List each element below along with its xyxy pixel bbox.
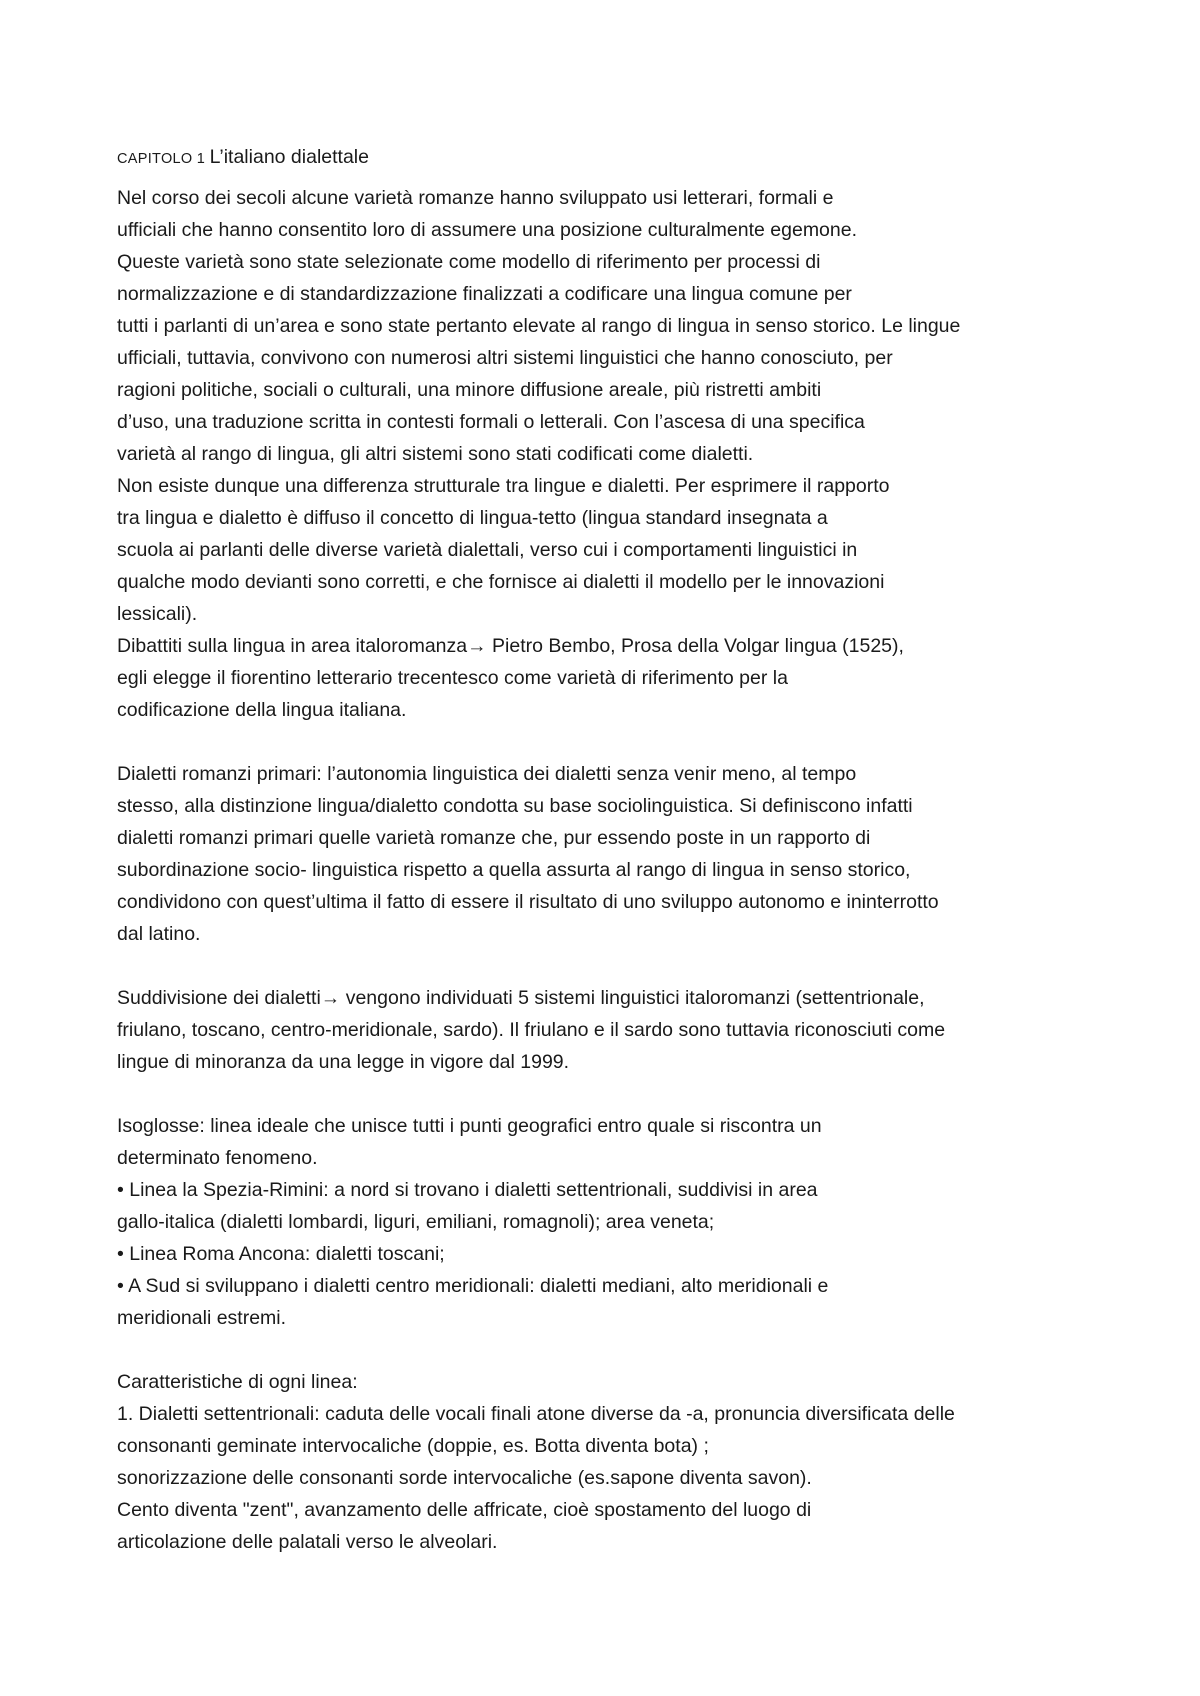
text-line: • Linea la Spezia-Rimini: a nord si trovano i dialetti settentrionali, suddivisi in area	[117, 1179, 818, 1201]
text-line: Non esiste dunque una differenza strutturale tra lingue e dialetti. Per esprimere il rapporto	[117, 475, 890, 497]
chapter-title: L’italiano dialettale	[209, 146, 369, 168]
text-line: tutti i parlanti di un’area e sono state pertanto elevate al rango di lingua in senso storico. Le lingue	[117, 315, 961, 337]
text-line: lingue di minoranza da una legge in vigore dal 1999.	[117, 1051, 570, 1073]
text-line: qualche modo devianti sono corretti, e che fornisce ai dialetti il modello per le innovazioni	[117, 571, 885, 593]
text-line: Cento diventa "zent", avanzamento delle affricate, cioè spostamento del luogo di	[117, 1499, 812, 1521]
text-line: Caratteristiche di ogni linea:	[117, 1371, 358, 1393]
text-line: dialetti romanzi primari quelle varietà romanze che, pur essendo poste in un rapporto di	[117, 827, 871, 849]
text-line: friulano, toscano, centro-meridionale, sardo). Il friulano e il sardo sono tuttavia riconosciuti come	[117, 1019, 946, 1041]
text-line: gallo-italica (dialetti lombardi, liguri, emiliani, romagnoli); area veneta;	[117, 1211, 715, 1233]
text-line: codificazione della lingua italiana.	[117, 699, 407, 721]
text-line: Queste varietà sono state selezionate come modello di riferimento per processi di	[117, 251, 821, 273]
text-line: lessicali).	[117, 603, 198, 625]
text-line: scuola ai parlanti delle diverse varietà dialettali, verso cui i comportamenti linguistici in	[117, 539, 858, 561]
text-line: consonanti geminate intervocaliche (doppie, es. Botta diventa bota) ;	[117, 1435, 709, 1457]
text-line: tra lingua e dialetto è diffuso il concetto di lingua-tetto (lingua standard insegnata a	[117, 507, 828, 529]
text-line: ufficiali che hanno consentito loro di assumere una posizione culturalmente egemone.	[117, 219, 858, 241]
text-line: 1. Dialetti settentrionali: caduta delle vocali finali atone diverse da -a, pronuncia diversificata delle	[117, 1403, 955, 1425]
text-line: condividono con quest’ultima il fatto di essere il risultato di uno sviluppo autonomo e ininterrotto	[117, 891, 939, 913]
text-line: • Linea Roma Ancona: dialetti toscani;	[117, 1243, 445, 1265]
chapter-number: CAPITOLO 1	[117, 151, 206, 167]
text-line: stesso, alla distinzione lingua/dialetto condotta su base sociolinguistica. Si definiscono infatti	[117, 795, 913, 817]
text-line: normalizzazione e di standardizzazione finalizzati a codificare una lingua comune per	[117, 283, 852, 305]
paragraph-gap	[117, 726, 1127, 758]
text-line: articolazione delle palatali verso le alveolari.	[117, 1531, 498, 1553]
text-line: • A Sud si sviluppano i dialetti centro meridionali: dialetti mediani, alto meridionali e	[117, 1275, 829, 1297]
text-line: ufficiali, tuttavia, convivono con numerosi altri sistemi linguistici che hanno conosciuto, per	[117, 347, 893, 369]
document-body	[117, 140, 1127, 1558]
text-line: Isoglosse: linea ideale che unisce tutti i punti geografici entro quale si riscontra un	[117, 1115, 822, 1137]
text-line: d’uso, una traduzione scritta in contesti formali o letterali. Con l’ascesa di una specifica	[117, 411, 865, 433]
text-line: determinato fenomeno.	[117, 1147, 318, 1169]
text-line: meridionali estremi.	[117, 1307, 287, 1329]
text-line: Dibattiti sulla lingua in area italoromanza→ Pietro Bembo, Prosa della Volgar lingua (1525),	[117, 635, 904, 657]
paragraph-gap	[117, 950, 1127, 982]
text-line: egli elegge il fiorentino letterario trecentesco come varietà di riferimento per la	[117, 667, 788, 689]
text-line: ragioni politiche, sociali o culturali, una minore diffusione areale, più ristretti ambiti	[117, 379, 822, 401]
text-line: sonorizzazione delle consonanti sorde intervocaliche (es.sapone diventa savon).	[117, 1467, 812, 1489]
text-line: dal latino.	[117, 923, 201, 945]
text-line: subordinazione socio- linguistica rispetto a quella assurta al rango di lingua in senso storico,	[117, 859, 911, 881]
text-line: Nel corso dei secoli alcune varietà romanze hanno sviluppato usi letterari, formali e	[117, 187, 834, 209]
text-line: Suddivisione dei dialetti→ vengono individuati 5 sistemi linguistici italoromanzi (settentrionale,	[117, 987, 925, 1009]
paragraph-gap	[117, 1078, 1127, 1110]
text-line: Dialetti romanzi primari: l’autonomia linguistica dei dialetti senza venir meno, al tempo	[117, 763, 857, 785]
paragraph-gap	[117, 1334, 1127, 1366]
text-line: varietà al rango di lingua, gli altri sistemi sono stati codificati come dialetti.	[117, 443, 754, 465]
chapter-heading	[117, 140, 1127, 174]
